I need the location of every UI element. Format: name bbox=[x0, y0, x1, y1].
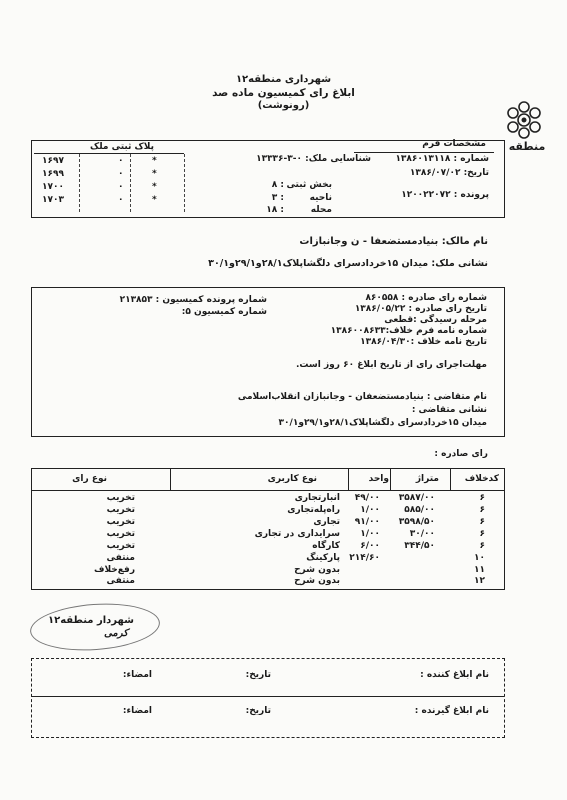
row-vote: منتفی bbox=[106, 553, 135, 563]
header-units: واحد bbox=[368, 474, 389, 484]
file-number: پرونده : ۱۲۰۰۲۲۰۷۲ bbox=[401, 190, 489, 200]
plate-mark: * bbox=[152, 169, 157, 179]
recipient-signature-label: امضاء: bbox=[122, 706, 152, 716]
row-usage: کارگاه bbox=[312, 541, 340, 551]
form-date: تاریخ: ۱۳۸۶/۰۷/۰۲ bbox=[409, 168, 489, 178]
plates-divider-1 bbox=[79, 154, 80, 212]
applicant-address-label: نشانی متقاضی : bbox=[411, 405, 487, 415]
mayor-stamp bbox=[29, 600, 162, 655]
ruling-header-line bbox=[31, 490, 504, 491]
row-code: ۱۱ bbox=[474, 565, 485, 575]
header-code: کدخلاف bbox=[464, 474, 499, 484]
applicant-address: میدان ۱۵خردادسرای دلگشاپلاک۲۸/۱و۲۹/۱و۳۰/۱ bbox=[278, 418, 487, 428]
row-code: ۶ bbox=[479, 529, 485, 539]
row-usage: راه‌پله‌تجاری bbox=[287, 505, 340, 515]
plate-mark: * bbox=[152, 182, 157, 192]
property-id: شناسایی ملک: ۰-۳-۱۳۳۳۶ bbox=[256, 154, 371, 164]
header-area: متراژ bbox=[415, 474, 439, 484]
specs-title: مشخصات فرم bbox=[422, 139, 486, 149]
area-label: ناحیه bbox=[309, 193, 332, 203]
plate-sub: ۰ bbox=[118, 156, 124, 166]
plates-underline bbox=[34, 153, 184, 154]
plate-number: ۱۷۰۳ bbox=[42, 195, 64, 205]
issued-date: تاریخ رای صادره : ۱۳۸۶/۰۵/۲۲ bbox=[354, 304, 487, 314]
row-units: ۲۱۴/۶۰ bbox=[349, 553, 380, 563]
plate-mark: * bbox=[152, 156, 157, 166]
row-vote: تخریب bbox=[106, 529, 135, 539]
registry-section-label: بخش ثبتی bbox=[286, 180, 332, 190]
row-area: ۳۵۹۸/۵۰ bbox=[398, 517, 435, 527]
row-vote: تخریب bbox=[106, 505, 135, 515]
neighborhood-value: : ۱۸ bbox=[266, 205, 284, 215]
row-units: ۶/۰۰ bbox=[360, 541, 380, 551]
row-usage: سرایداری در تجاری bbox=[254, 529, 340, 539]
stamp-title: شهردار منطقه۱۲ bbox=[48, 615, 134, 626]
plate-sub: ۰ bbox=[118, 195, 124, 205]
ruling-col-divider bbox=[348, 468, 349, 490]
row-usage: پارکینگ bbox=[306, 553, 340, 563]
municipality-title: شهرداری منطقه۱۲ bbox=[235, 74, 332, 85]
issued-number: شماره رای صادره : ۸۶۰۵۵۸ bbox=[365, 293, 487, 303]
ruling-col-divider bbox=[170, 468, 171, 490]
commission-file-number: شماره پرونده کمیسیون : ۲۱۳۸۵۳ bbox=[119, 295, 267, 305]
plate-sub: ۰ bbox=[118, 169, 124, 179]
notification-divider bbox=[31, 696, 504, 697]
row-area: ۵۸۵/۰۰ bbox=[404, 505, 435, 515]
plate-number: ۱۶۹۷ bbox=[42, 156, 64, 166]
registry-section-value: : ۸ bbox=[271, 180, 284, 190]
stamp-name: کرمی bbox=[104, 628, 128, 639]
row-code: ۱۲ bbox=[474, 576, 485, 586]
header-vote: نوع رای bbox=[72, 474, 107, 484]
execution-deadline: مهلت‌اجرای رای از تاریخ ابلاغ ۶۰ روز است. bbox=[295, 360, 487, 370]
ruling-col-divider bbox=[390, 468, 391, 490]
plate-sub: ۰ bbox=[118, 182, 124, 192]
notifier-date-label: تاریخ: bbox=[245, 670, 271, 680]
neighborhood-label: محله bbox=[310, 205, 332, 215]
review-stage: مرحله رسیدگی :قطعی bbox=[384, 315, 487, 325]
row-usage: انبارتجاری bbox=[294, 493, 340, 503]
ruling-col-divider bbox=[450, 468, 451, 490]
row-code: ۶ bbox=[479, 517, 485, 527]
row-area: ۳۰/۰۰ bbox=[409, 529, 435, 539]
row-usage: بدون شرح bbox=[294, 576, 340, 586]
row-area: ۳۴۴/۵۰ bbox=[404, 541, 435, 551]
plates-divider-3 bbox=[184, 154, 185, 212]
specs-title-underline bbox=[354, 152, 494, 153]
owner-address: نشانی ملک: میدان ۱۵خردادسرای دلگشاپلاک۲۸/۱و۲۹/۱و۳۰/۱ bbox=[208, 258, 488, 269]
row-area: ۳۵۸۷/۰۰ bbox=[398, 493, 435, 503]
notifier-signature-label: امضاء: bbox=[122, 670, 152, 680]
commission-number: شماره کمیسیون ۵: bbox=[181, 307, 267, 317]
owner-name: نام مالک: بنیادمستضعفا - ن وجانبازات bbox=[299, 236, 488, 247]
row-code: ۶ bbox=[479, 493, 485, 503]
ruling-label: رای صادره : bbox=[434, 449, 488, 459]
row-usage: تجاری bbox=[313, 517, 340, 527]
row-vote: منتفی bbox=[106, 576, 135, 586]
row-code: ۱۰ bbox=[474, 553, 485, 563]
recipient-date-label: تاریخ: bbox=[245, 706, 271, 716]
row-vote: تخریب bbox=[106, 517, 135, 527]
notifier-name-label: نام ابلاغ کننده : bbox=[420, 670, 489, 680]
row-vote: تخریب bbox=[106, 541, 135, 551]
row-units: ۴۹/۰۰ bbox=[354, 493, 380, 503]
copy-label: (رونوشت) bbox=[257, 100, 310, 111]
header-usage: نوع کاربری bbox=[267, 474, 317, 484]
applicant-name: نام متقاضی : بنیادمستضعفان - وجانبازان انقلاب‌اسلامی bbox=[237, 392, 487, 402]
form-number: شماره : ۱۳۸۶۰۱۳۱۱۸ bbox=[395, 154, 489, 164]
document-title: ابلاغ رای کمیسیون ماده صد bbox=[212, 87, 355, 99]
row-usage: بدون شرح bbox=[294, 565, 340, 575]
row-vote: رفع‌خلاف bbox=[94, 565, 135, 575]
recipient-name-label: نام ابلاغ گیرنده : bbox=[414, 706, 489, 716]
plate-mark: * bbox=[152, 195, 157, 205]
area-value: : ۳ bbox=[271, 193, 284, 203]
row-units: ۹۱/۰۰ bbox=[354, 517, 380, 527]
violation-form-number: شماره نامه فرم خلاف:۱۳۸۶۰۰۸۶۳۳ bbox=[330, 326, 487, 336]
plate-number: ۱۷۰۰ bbox=[42, 182, 64, 192]
violation-letter-date: تاریخ نامه خلاف :۱۳۸۶/۰۴/۳۰ bbox=[360, 337, 487, 347]
row-vote: تخریب bbox=[106, 493, 135, 503]
row-units: ۱/۰۰ bbox=[360, 529, 380, 539]
plates-title: پلاک ثبتی ملک bbox=[90, 142, 154, 152]
plate-number: ۱۶۹۹ bbox=[42, 169, 64, 179]
row-units: ۱/۰۰ bbox=[360, 505, 380, 515]
row-code: ۶ bbox=[479, 541, 485, 551]
row-code: ۶ bbox=[479, 505, 485, 515]
logo-text: منطقه bbox=[508, 140, 546, 153]
plates-divider-2 bbox=[130, 154, 131, 212]
